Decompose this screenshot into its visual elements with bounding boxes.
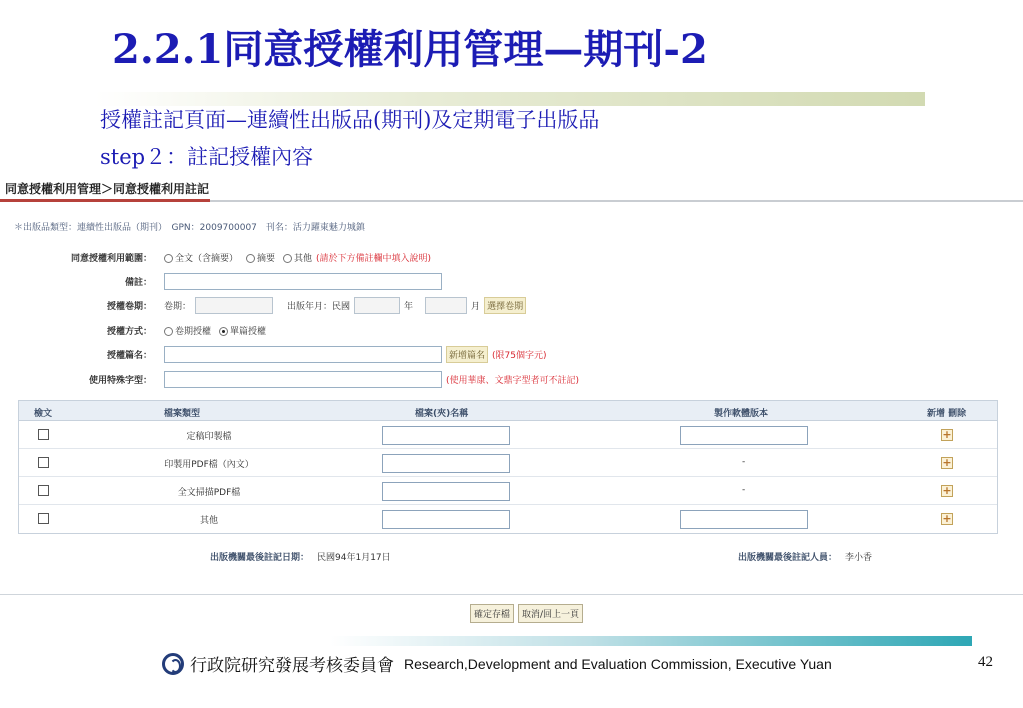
row-checkbox[interactable] bbox=[38, 429, 49, 440]
col-check: 檢文 bbox=[34, 409, 53, 419]
page-number: 42 bbox=[978, 654, 993, 670]
method-row bbox=[0, 320, 600, 340]
last-person-value: 李小香 bbox=[845, 553, 873, 563]
file-type: 印製用PDF檔（內文） bbox=[164, 460, 254, 470]
month-unit: 月 bbox=[471, 301, 481, 312]
radio-icon[interactable] bbox=[164, 327, 173, 336]
footer-org-cn: 行政院研究發展考核委員會 bbox=[190, 656, 394, 676]
special-font-note: (使用華康、文鼎字型者可不註記) bbox=[446, 375, 580, 386]
software-empty: - bbox=[742, 485, 746, 495]
scope-option-other[interactable]: 其他 bbox=[283, 251, 312, 264]
slide-footer bbox=[162, 651, 832, 676]
col-software: 製作軟體版本 bbox=[714, 409, 769, 419]
col-filename: 檔案(夾)名稱 bbox=[415, 409, 469, 419]
volume-label: 卷期： bbox=[164, 301, 192, 312]
file-name-input[interactable] bbox=[382, 454, 510, 473]
file-type: 全文掃描PDF檔 bbox=[177, 488, 241, 498]
article-note: (限75個字元) bbox=[492, 350, 547, 361]
pubdate-label: 出版年月：民國 bbox=[287, 301, 351, 312]
special-font-label: 使用特殊字型： bbox=[88, 375, 152, 386]
plus-icon[interactable]: + bbox=[942, 512, 952, 525]
save-button[interactable]: 確定存檔 bbox=[470, 604, 514, 623]
method-option-single[interactable]: 單篇授權 bbox=[219, 324, 266, 337]
rdec-logo-icon bbox=[162, 653, 184, 675]
software-empty: - bbox=[742, 457, 746, 467]
footer-org-en: Research,Development and Evaluation Commission, Executive Yuan bbox=[404, 655, 832, 672]
radio-icon[interactable] bbox=[283, 254, 292, 263]
action-buttons bbox=[470, 604, 583, 623]
file-table bbox=[18, 400, 998, 534]
last-date-value: 民國94年1月17日 bbox=[317, 553, 391, 563]
radio-icon[interactable] bbox=[164, 254, 173, 263]
article-label: 授權篇名： bbox=[106, 350, 152, 361]
row-checkbox[interactable] bbox=[38, 457, 49, 468]
plus-icon[interactable]: + bbox=[942, 428, 952, 441]
divider bbox=[0, 594, 1023, 595]
table-row bbox=[19, 421, 997, 449]
article-row bbox=[0, 344, 600, 364]
software-input[interactable] bbox=[680, 510, 808, 529]
row-checkbox[interactable] bbox=[38, 485, 49, 496]
file-name-input[interactable] bbox=[382, 482, 510, 501]
publication-info: ＊出版品類型：連續性出版品（期刊） GPN：2009700007 刊名：活力躍東魅力城鎮 bbox=[14, 223, 365, 233]
slide-title: 2.2.1同意授權利用管理—期刊-2 bbox=[112, 26, 708, 73]
breadcrumb-divider bbox=[0, 200, 1023, 202]
file-name-input[interactable] bbox=[382, 510, 510, 529]
slide-step-label: step２：註記授權內容 bbox=[100, 145, 314, 169]
slide-subtitle: 授權註記頁面—連續性出版品(期刊)及定期電子出版品 bbox=[100, 108, 600, 132]
scope-label: 同意授權利用範圍： bbox=[70, 253, 152, 264]
cancel-button[interactable]: 取消/回上一頁 bbox=[518, 604, 583, 623]
table-row bbox=[19, 477, 997, 505]
file-type: 其他 bbox=[199, 516, 218, 526]
last-annotation-person bbox=[738, 550, 872, 563]
table-row bbox=[19, 449, 997, 477]
year-unit: 年 bbox=[404, 301, 414, 312]
last-annotation-date bbox=[210, 550, 391, 563]
file-name-input[interactable] bbox=[382, 426, 510, 445]
remark-input[interactable] bbox=[164, 273, 442, 290]
radio-selected-icon[interactable] bbox=[219, 327, 228, 336]
scope-row bbox=[0, 247, 600, 267]
breadcrumb: 同意授權利用管理＞同意授權利用註記 bbox=[5, 182, 210, 196]
col-filetype: 檔案類型 bbox=[164, 409, 201, 419]
scope-option-abstract[interactable]: 摘要 bbox=[246, 251, 275, 264]
remark-row bbox=[0, 271, 600, 291]
file-type: 定稿印製檔 bbox=[186, 432, 232, 442]
plus-icon[interactable]: + bbox=[942, 484, 952, 497]
period-row bbox=[0, 295, 600, 315]
month-input[interactable] bbox=[425, 297, 467, 314]
scope-option-fulltext[interactable]: 全文（含摘要） bbox=[164, 251, 238, 264]
remark-label: 備註： bbox=[124, 277, 152, 288]
method-label: 授權方式： bbox=[106, 326, 152, 337]
year-input[interactable] bbox=[354, 297, 400, 314]
col-add-delete: 新增 刪除 bbox=[927, 409, 967, 419]
plus-icon[interactable]: + bbox=[942, 456, 952, 469]
radio-icon[interactable] bbox=[246, 254, 255, 263]
article-input[interactable] bbox=[164, 346, 442, 363]
scope-note: (請於下方備註欄中填入說明) bbox=[316, 253, 432, 264]
table-row bbox=[19, 505, 997, 533]
add-article-button[interactable]: 新增篇名 bbox=[446, 346, 488, 363]
special-font-row bbox=[0, 369, 600, 389]
last-person-label: 出版機關最後註記人員： bbox=[738, 553, 838, 563]
software-input[interactable] bbox=[680, 426, 808, 445]
row-checkbox[interactable] bbox=[38, 513, 49, 524]
period-label: 授權卷期： bbox=[106, 301, 152, 312]
last-date-label: 出版機關最後註記日期： bbox=[210, 553, 310, 563]
footer-divider bbox=[330, 636, 972, 646]
volume-input[interactable] bbox=[195, 297, 273, 314]
table-header bbox=[19, 401, 997, 421]
select-volume-button[interactable]: 選擇卷期 bbox=[484, 297, 526, 314]
special-font-input[interactable] bbox=[164, 371, 442, 388]
method-option-volume[interactable]: 卷期授權 bbox=[164, 324, 211, 337]
